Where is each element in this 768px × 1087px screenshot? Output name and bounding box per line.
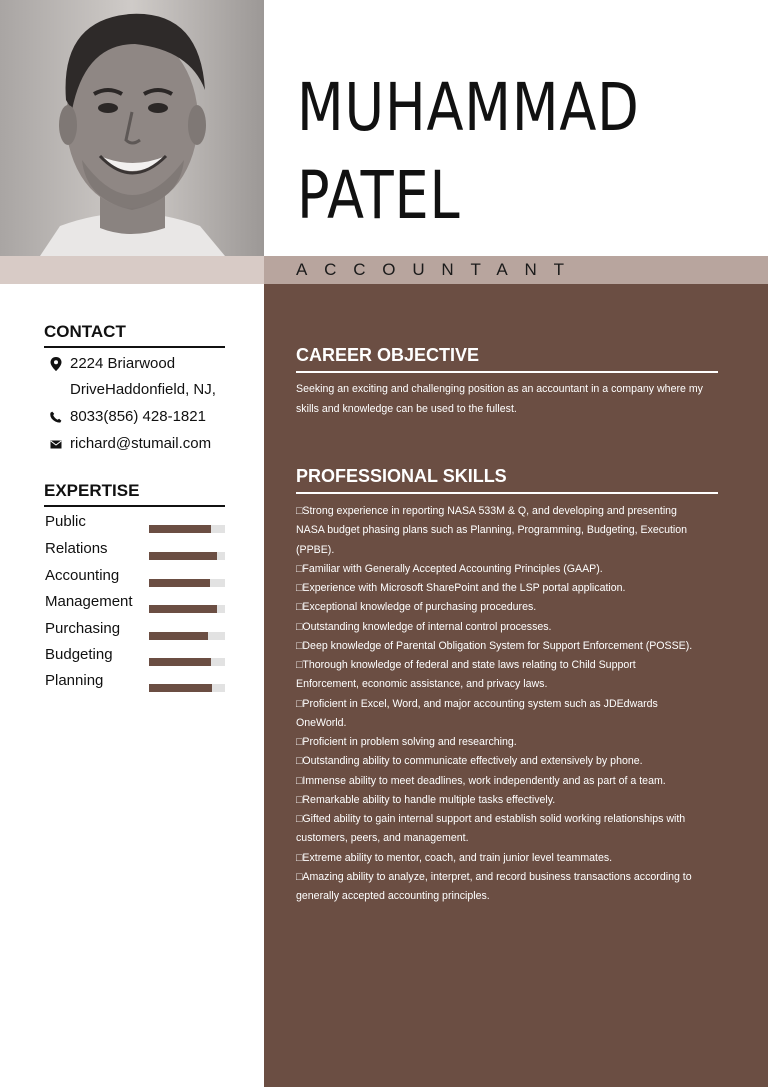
expertise-bar-fill xyxy=(149,552,217,560)
skill-line: □Strong experience in reporting NASA 533M & Q, and developing and presenting xyxy=(296,505,677,517)
objective-heading: CAREER OBJECTIVE xyxy=(296,345,480,365)
expertise-heading: EXPERTISE xyxy=(44,481,140,500)
expertise-divider xyxy=(44,505,225,507)
address-line-1: 2224 Briarwood xyxy=(70,355,176,372)
skill-line: □Proficient in problem solving and researching. xyxy=(296,736,517,748)
phone-text: 8033(856) 428-1821 xyxy=(70,408,206,425)
expertise-bar-track xyxy=(149,552,225,560)
location-pin-icon xyxy=(48,357,64,371)
expertise-bar-fill xyxy=(149,579,210,587)
skill-line: □Familiar with Generally Accepted Accounting Principles (GAAP). xyxy=(296,562,603,575)
skill-line: NASA budget phasing plans such as Planning, Programming, Budgeting, Execution xyxy=(296,524,688,537)
expertise-bar-fill xyxy=(149,684,212,692)
expertise-bar-fill xyxy=(149,658,211,666)
skill-line: □Exceptional knowledge of purchasing procedures. xyxy=(296,601,537,614)
expertise-item xyxy=(45,513,225,533)
expertise-label: Accounting xyxy=(45,567,120,584)
skill-line: □Gifted ability to gain internal support and establish solid working relationships with xyxy=(296,813,686,825)
expertise-item xyxy=(45,672,225,692)
skill-line: □Experience with Microsoft SharePoint and the LSP portal application. xyxy=(296,582,626,594)
skill-line: □Thorough knowledge of federal and state laws relating to Child Support xyxy=(296,659,636,671)
skills-list xyxy=(296,502,718,906)
expertise-bar-fill xyxy=(149,632,208,640)
expertise-bar-track xyxy=(149,605,225,613)
objective-line: skills and knowledge can be used to the fullest. xyxy=(296,402,517,415)
contact-divider xyxy=(44,346,225,348)
expertise-bar-track xyxy=(149,632,225,640)
skill-line: □Amazing ability to analyze, interpret, and record business transactions according to xyxy=(296,870,692,883)
skill-line: □Outstanding ability to communicate effectively and extensively by phone. xyxy=(296,755,643,768)
skill-line: □Proficient in Excel, Word, and major accounting system such as JDEdwards xyxy=(296,697,658,710)
name-first: MUHAMMAD xyxy=(297,69,640,146)
person-name xyxy=(297,64,674,240)
skill-line: Enforcement, economic assistance, and privacy laws. xyxy=(296,678,548,691)
expertise-bar-track xyxy=(149,525,225,533)
address-row xyxy=(48,355,175,372)
job-title: ACCOUNTANT xyxy=(296,260,581,279)
objective-text xyxy=(296,380,716,419)
email-row xyxy=(48,435,211,452)
contact-heading: CONTACT xyxy=(44,322,126,341)
expertise-label: Planning xyxy=(45,672,104,689)
phone-row xyxy=(48,408,206,425)
expertise-bar-track xyxy=(149,684,225,692)
title-band-left xyxy=(0,256,264,284)
objective-divider xyxy=(296,371,718,373)
skill-line: (PPBE). xyxy=(296,543,335,556)
expertise-label: Relations xyxy=(45,540,108,557)
expertise-bar-track xyxy=(149,658,225,666)
expertise-bar-track xyxy=(149,579,225,587)
objective-line: Seeking an exciting and challenging position as an accountant in a company where my xyxy=(296,383,703,395)
name-last: PATEL xyxy=(297,157,461,234)
skill-line: customers, peers, and management. xyxy=(296,832,469,845)
skill-line: □Outstanding knowledge of internal control processes. xyxy=(296,620,552,633)
email-icon xyxy=(48,439,64,449)
skills-divider xyxy=(296,492,718,494)
expertise-bar-fill xyxy=(149,525,211,533)
expertise-item xyxy=(45,540,225,560)
expertise-bar-fill xyxy=(149,605,217,613)
skill-line: □Deep knowledge of Parental Obligation System for Support Enforcement (POSSE). xyxy=(296,639,693,652)
expertise-item xyxy=(45,646,225,666)
expertise-label: Management xyxy=(45,593,133,610)
address-line-2: DriveHaddonfield, NJ, xyxy=(70,381,216,398)
phone-icon xyxy=(48,411,64,423)
expertise-label: Budgeting xyxy=(45,646,113,663)
email-text: richard@stumail.com xyxy=(70,435,212,452)
expertise-item xyxy=(45,593,225,613)
expertise-item xyxy=(45,620,225,640)
skill-line: OneWorld. xyxy=(296,716,347,729)
skills-heading: PROFESSIONAL SKILLS xyxy=(296,466,507,486)
expertise-label: Purchasing xyxy=(45,620,121,637)
skill-line: generally accepted accounting principles. xyxy=(296,890,490,902)
skill-line: □Immense ability to meet deadlines, work independently and as part of a team. xyxy=(296,774,666,787)
skill-line: □Extreme ability to mentor, coach, and train junior level teammates. xyxy=(296,851,613,864)
skill-line: □Remarkable ability to handle multiple tasks effectively. xyxy=(296,793,556,806)
profile-photo xyxy=(0,0,264,256)
expertise-item xyxy=(45,567,225,587)
expertise-label: Public xyxy=(45,513,86,530)
